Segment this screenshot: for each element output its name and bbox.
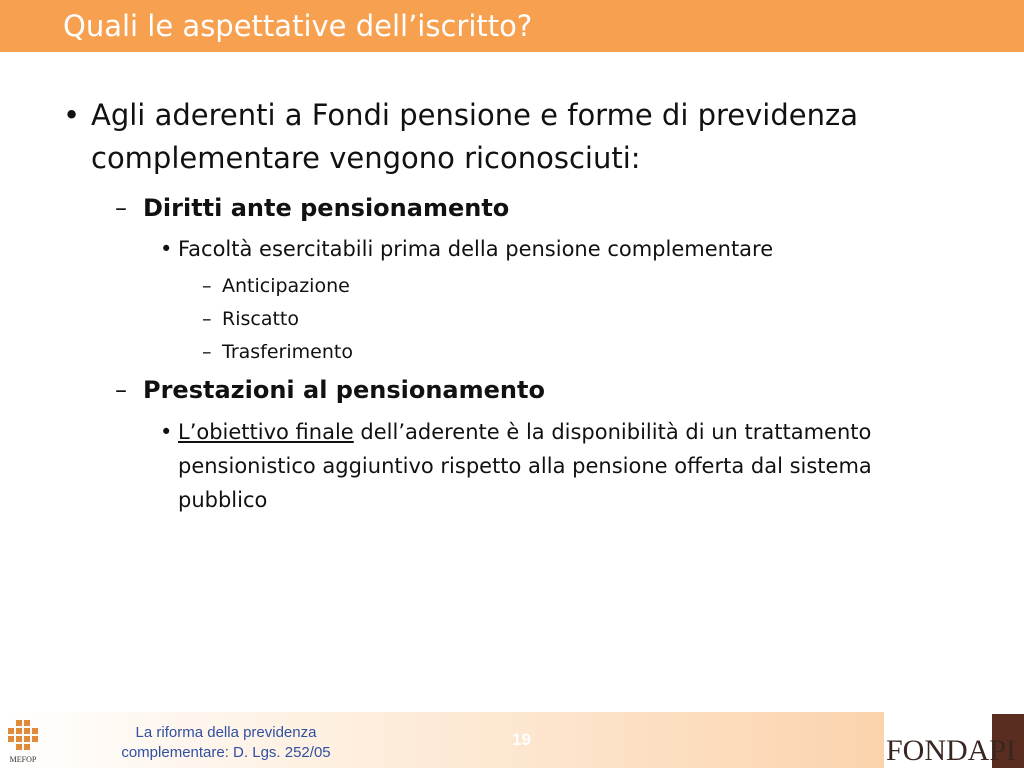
list-item-text: Riscatto: [222, 308, 299, 330]
svg-text:FONDAPI: FONDAPI: [886, 734, 1017, 767]
svg-text:MEFOP: MEFOP: [9, 755, 37, 764]
bullet-icon: •: [63, 98, 81, 132]
list-item-text: Trasferimento: [222, 341, 353, 363]
fondapi-logo: [884, 714, 1024, 768]
section2-sub-text: [178, 415, 958, 517]
dash-icon: –: [202, 308, 212, 330]
underlined-phrase: L’obiettivo finale: [178, 420, 354, 444]
dash-icon: –: [115, 194, 127, 222]
mefop-logo: [6, 718, 46, 766]
section1-heading: Diritti ante pensionamento: [143, 194, 510, 222]
page-number: 19: [512, 730, 531, 749]
list-item-text: Anticipazione: [222, 275, 350, 297]
slide-title: Quali le aspettative dell’iscritto?: [63, 9, 533, 43]
dash-icon: –: [202, 275, 212, 297]
bullet-icon: •: [160, 237, 173, 261]
section2-sub-rest: dell’aderente è la disponibilità di un trattamento pensionistico aggiuntivo rispetto alla pensione offerta dal sistema pubblico: [178, 420, 872, 512]
section2-heading: Prestazioni al pensionamento: [143, 376, 545, 404]
section1-sub-text: Facoltà esercitabili prima della pensione complementare: [178, 237, 774, 261]
main-bullet-text: Agli aderenti a Fondi pensione e forme di previdenza complementare vengono riconosciuti:: [91, 98, 858, 175]
bullet-icon: •: [160, 420, 173, 444]
dash-icon: –: [115, 376, 127, 404]
title-bar: [0, 0, 1024, 52]
dash-icon: –: [202, 341, 212, 363]
footer-text: La riforma della previdenza complementare: D. Lgs. 252/05: [121, 724, 331, 761]
